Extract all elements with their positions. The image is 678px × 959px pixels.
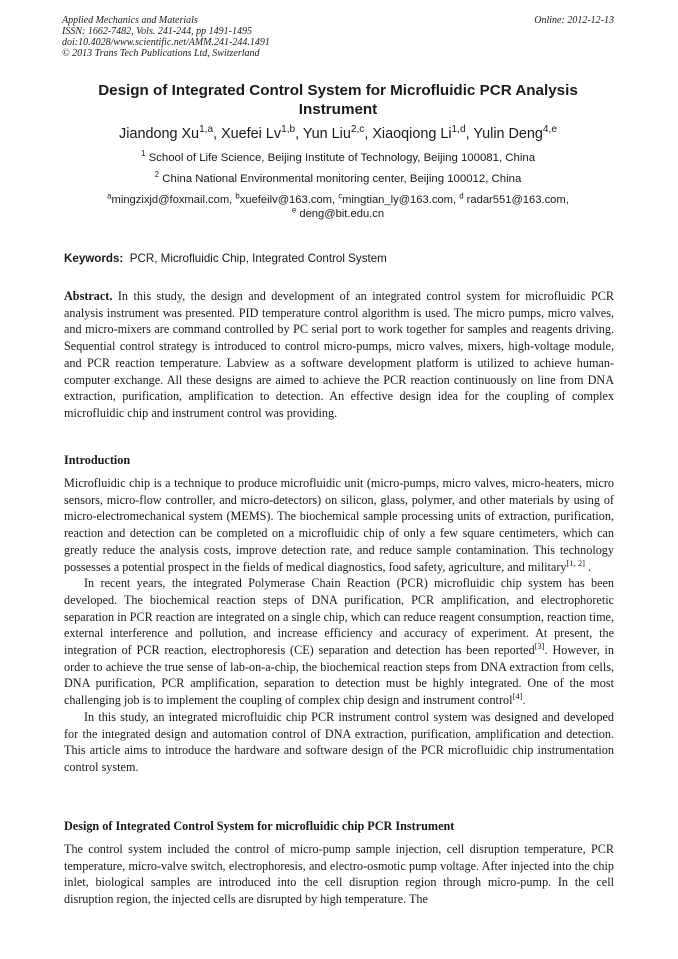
journal-header	[62, 15, 614, 59]
abstract	[64, 288, 614, 422]
journal-name: Applied Mechanics and Materials	[62, 15, 198, 26]
citation: [4]	[512, 691, 523, 702]
email[interactable]: $^d$ radar551@163.com,	[459, 191, 569, 206]
email[interactable]: $^a$mingzixjd@foxmail.com,	[107, 191, 233, 206]
introduction-heading: Introduction	[64, 453, 131, 467]
author: Xiaoqiong Li$^{1,d}$	[372, 124, 466, 142]
introduction-body	[64, 475, 614, 776]
keywords-text: PCR, Microfluidic Chip, Integrated Control System	[129, 252, 387, 265]
author: Jiandong Xu$^{1,a}$	[119, 124, 214, 142]
email[interactable]: $^c$mingtian_ly@163.com,	[338, 191, 457, 206]
copyright-line: © 2013 Trans Tech Publications Ltd, Switzerland	[62, 48, 260, 59]
title-line-1: Design of Integrated Control System for Microfluidic PCR Analysis	[98, 82, 578, 99]
intro-paragraph-3: In this study, an integrated microfluidic chip PCR instrument control system was designed and developed for the integrated design and automation control of DNA extraction, purification, amplification and detection. This article aims to introduce the hardware and software design of the PCR microfluidic chip instrumentation control system.	[64, 709, 614, 774]
author: Yun Liu$^{2,c}$	[302, 124, 365, 142]
author: Xuefei Lv$^{1,b}$	[221, 124, 296, 142]
citation: [1, 2]	[566, 557, 585, 568]
design-body	[64, 841, 614, 908]
affiliation-1: $^1$ School of Life Science, Beijing Institute of Technology, Beijing 100081, China	[140, 149, 536, 164]
abstract-text: In this study, the design and development of an integrated control system for microfluidic PCR analysis instrument was presented. PID temperature control algorithm is used. The micro pumps, micro valves, and micro-mixers are command controlled by PC serial port to work together for samples and reagents driving. Sequential control strategy is introduced to control micro-pumps, micro valves, mixers, high-voltage module, and PCR reaction temperature. Labview as a software development platform is utilized to achieve human-computer exchange. All these designs are aimed to achieve the PCR reaction continuously on line from DNA extraction, purification, amplification to detection. An effective design idea for the coupling of complex microfluidic chip and instrument control was providing.	[64, 289, 614, 420]
design-heading: Design of Integrated Control System for microfluidic chip PCR Instrument	[64, 819, 455, 833]
intro-paragraph-2: In recent years, the integrated Polymerase Chain Reaction (PCR) microfluidic chip system has been developed. The biochemical reaction steps of DNA purification, PCR amplification, and electrophoretic separation in PCR reaction are integrated on a single chip, which can reduce reagent consumption, reaction time, external interference and pollution, and increase efficiency and accuracy of experiment. At present, the integration of PCR reaction, electrophoresis (CE) separation and detection has been reported[3]. However, in order to achieve the true sense of lab-on-a-chip, the biochemical reaction steps from DNA extraction from cells, DNA purification, PCR amplification, separation to detection must be highly integrated. One of the most challenging job is to implement the coupling of complex chip design and instrument control[4].	[64, 576, 614, 708]
email[interactable]: $^b$xuefeilv@163.com,	[235, 191, 336, 206]
paper-title	[62, 81, 614, 119]
abstract-label: Abstract.	[64, 289, 113, 303]
author: Yulin Deng$^{4,e}$	[473, 124, 557, 142]
doi-line: doi:10.4028/www.scientific.net/AMM.241-244.1491	[62, 37, 270, 48]
email[interactable]: $^e$ deng@bit.edu.cn	[291, 205, 385, 220]
author-list: Jiandong Xu$^{1,a}$, Xuefei Lv$^{1,b}$, Yun Liu$^{2,c}$, Xiaoqiong Li$^{1,d}$, Yulin Deng$^{4,e}$	[119, 124, 557, 142]
email-list	[62, 193, 614, 221]
affiliation-2: $^2$ China National Environmental monitoring center, Beijing 100012, China	[154, 170, 522, 185]
citation: [3]	[534, 640, 545, 651]
title-line-2: Instrument	[298, 101, 378, 118]
intro-paragraph-1: Microfluidic chip is a technique to produce microfluidic unit (micro-pumps, micro valves, micro-heaters, micro sensors, micro-flow controller, and micro-detectors) on silicon, glass, polymer, and other materials by using of micro-electromechanical system (MEMS). The biochemical sample processing units of extraction, purification, reaction and detection can be completed on a microfluidic chip of only a few square centimeters, which can greatly reduce the analysis costs, improve detection rate, and reduce sample contamination. This technology possesses a potential prospect in the fields of medical diagnostics, food safety, agriculture, and military[1, 2] .	[64, 476, 614, 574]
keywords	[64, 251, 614, 266]
online-date: Online: 2012-12-13	[534, 15, 614, 26]
keywords-label: Keywords:	[64, 252, 124, 265]
issn-line: ISSN: 1662-7482, Vols. 241-244, pp 1491-1495	[62, 26, 252, 37]
design-paragraph-1: The control system included the control of micro-pump sample injection, cell disruption temperature, PCR temperature, micro-valve switch, electrophoresis, and electro-osmotic pump voltage. After injected into the chip inlet, biological samples are introduced into the cell disruption region through micro-pump. In the cell disruption region, the injected cells are disrupted by high temperature. The	[64, 842, 614, 907]
